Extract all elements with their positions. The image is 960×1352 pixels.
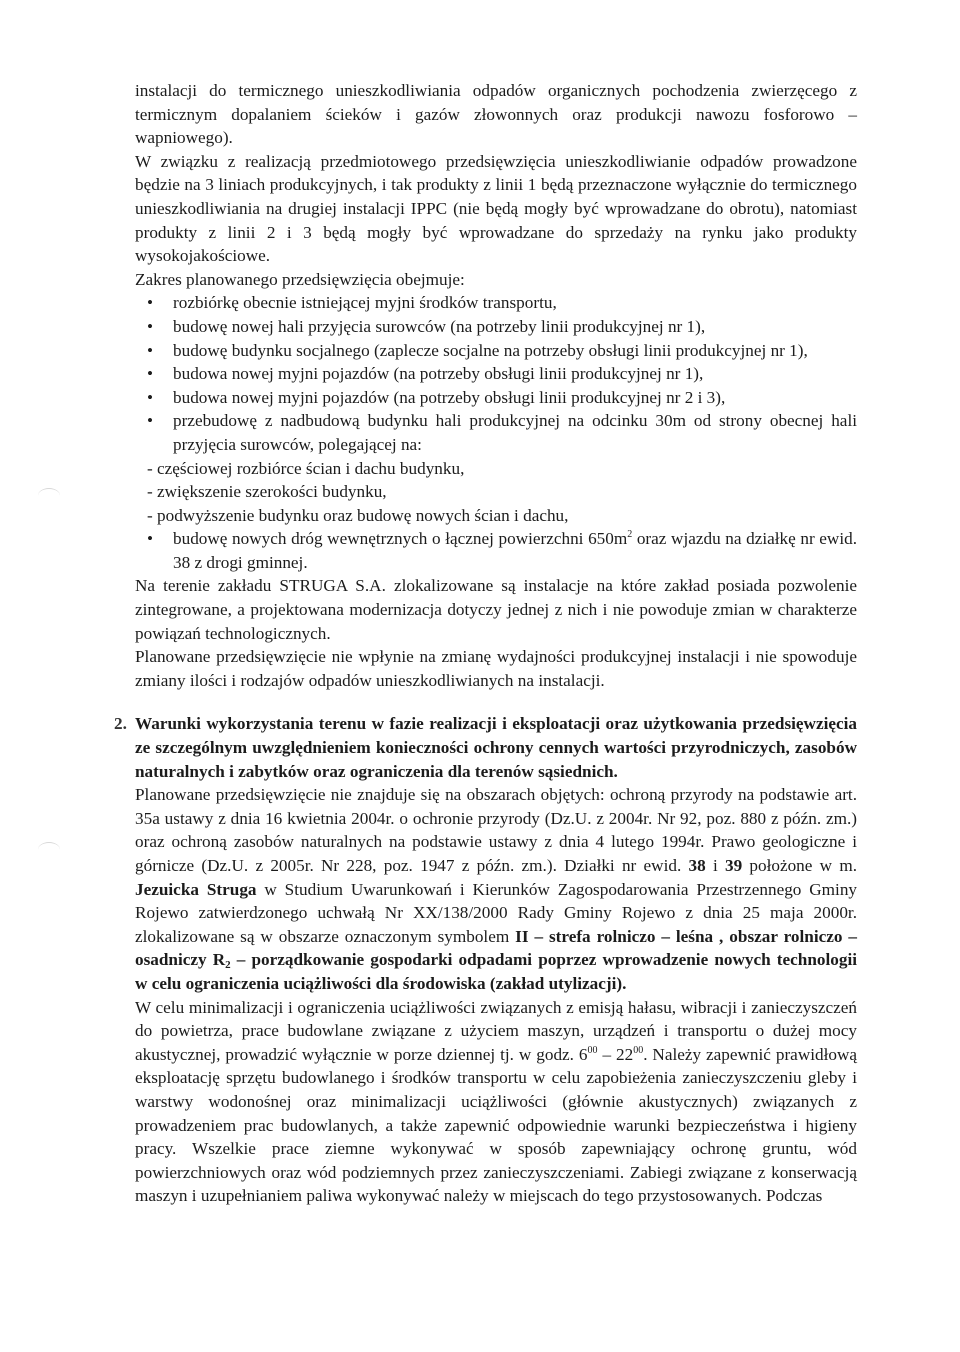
bold-text: 38 xyxy=(688,856,706,875)
list-item xyxy=(135,527,857,574)
text-run: – 22 xyxy=(597,1044,634,1064)
bold-text: II – strefa rolniczo – leśna , obszar rolniczo – osadniczy R xyxy=(135,926,857,970)
intro-paragraph: W związku z realizacją przedmiotowego przedsięwzięcia unieszkodliwianie odpadów prowadzone będzie na 3 liniach produkcyjnych, i tak produkty z linii 1 będą przeznaczone wyłącznie do termicznego unieszkodliwiania na drugiej instalacji IPPC (nie będą mogły być wprowadzane do obrotu), natomiast produkty z linii 2 i 3 będą mogły być wprowadzane do sprzedaży na rynku jako produkty wysokojakościowe. xyxy=(135,151,857,266)
bold-text: 39 xyxy=(724,856,743,875)
scan-hole-mark xyxy=(38,842,60,857)
body-paragraph xyxy=(135,996,857,1208)
section-number: 2. xyxy=(114,714,127,734)
scope-list-continued xyxy=(135,527,857,574)
scope-list xyxy=(135,291,857,456)
list-item: • rozbiórkę obecnie istniejącej myjni środków transportu, xyxy=(135,291,857,315)
body-paragraph xyxy=(135,783,857,995)
sub-list-item: - podwyższenie budynku oraz budowę nowych ścian i dachu, xyxy=(147,505,569,525)
bold-text: – porządkowanie gospodarki odpadami poprzez wprowadzenie nowych technologii w celu ograniczenia uciążliwości dla środowiska (zakład utylizacji). xyxy=(135,950,857,993)
section-title: Warunki wykorzystania terenu w fazie realizacji i eksploatacji oraz użytkowania przedsięwzięcia ze szczególnym uwzględnieniem konieczności ochrony cennych wartości przyrodniczych, zasobów naturalnych i zabytków oraz ograniczenia dla terenów sąsiednich. xyxy=(135,714,857,781)
list-item: • budowa nowej myjni pojazdów (na potrzeby obsługi linii produkcyjnej nr 1), xyxy=(135,362,857,386)
list-item: • budowa nowej myjni pojazdów (na potrzeby obsługi linii produkcyjnej nr 2 i 3), xyxy=(135,386,857,410)
list-item: • budowę budynku socjalnego (zaplecze socjalne na potrzeby obsługi linii produkcyjnej nr 1), xyxy=(135,339,857,363)
superscript: 00 xyxy=(587,1044,598,1056)
list-item: • przebudowę z nadbudową budynku hali produkcyjnej na odcinku 30m od strony obecnej hali przyjęcia surowców, polegającej na: xyxy=(135,409,857,456)
intro-paragraph: instalacji do termicznego unieszkodliwiania odpadów organicznych pochodzenia zwierzęcego z termicznym dopalaniem ścieków i gazów złowonnych oraz produkcji nawozu fosforowo – wapniowego). xyxy=(135,81,857,148)
text-run: i xyxy=(705,856,725,875)
superscript: 2 xyxy=(627,529,633,541)
list-item: • budowę nowej hali przyjęcia surowców (na potrzeby linii produkcyjnej nr 1), xyxy=(135,315,857,339)
section-2 xyxy=(114,712,858,1207)
text-run: W celu minimalizacji i ograniczenia uciążliwości związanych z emisją hałasu, wibracji i zanieczyszczeń do powietrza, prace budowlane związane z użyciem maszyn, urządzeń i transportu o dużej mocy akustycznej, prowadzić wyłącznie w porze dziennej tj. w godz. 6 xyxy=(135,997,857,1064)
scan-hole-mark xyxy=(38,488,60,503)
roads-text: budowę nowych dróg wewnętrznych o łącznej powierzchni 650m xyxy=(173,529,628,549)
roads-text: oraz wjazdu na działkę nr ewid. 38 z drogi gminnej. xyxy=(173,529,857,572)
subscript: 2 xyxy=(225,959,231,972)
text-run: w Studium Uwarunkowań i Kierunków Zagospodarowania Przestrzennego Gminy Rojewo zatwierdzonego uchwałą Nr XX/138/2000 Rady Gminy Rojewo z dnia 25 maja 2000r. zlokalizowane są w obszarze oznaczonym symbolem xyxy=(135,879,858,946)
scope-heading: Zakres planowanego przedsięwzięcia obejmuje: xyxy=(135,269,465,289)
sub-list-item: - częściowej rozbiórce ścian i dachu budynku, xyxy=(147,458,465,478)
document-body xyxy=(114,79,858,1208)
text-run: . Należy zapewnić prawidłową eksploatację sprzętu budowlanego i środków transportu w celu zapobieżenia zanieczyszczeniu gleby i warstwy wodonośnej oraz minimalizacji uciążliwości (głównie akustycznych) związanych z prowadzeniem prac budowlanych, a także zapewnić odpowiednie warunki bezpieczeństwa i higieny pracy. Wszelkie prace ziemne wykonywać w sposób zapewniający ochronę gruntu, wód powierzchniowych oraz wód podziemnych przez zanieczyszczeniami. Zabiegi związane z konserwacją maszyn i uzupełnianiem paliwa wykonywać należy w miejscach do tego przystosowanych. Podczas xyxy=(135,1044,858,1206)
body-paragraph: Na terenie zakładu STRUGA S.A. zlokalizowane są instalacje na które zakład posiada pozwolenie zintegrowane, a projektowana modernizacja dotyczy jednej z nich i nie powoduje zmian w charakterze powiązań technologicznych. xyxy=(135,576,857,643)
sub-list-item: - zwiększenie szerokości budynku, xyxy=(147,482,387,502)
text-run: Planowane przedsięwzięcie nie znajduje się na obszarach objętych: ochroną przyrody na podstawie art. 35a ustawy z dnia 16 kwietnia 2004r. o ochronie przyrody (Dz.U. z 2004r. Nr 92, poz. 880 z późn. zm.) oraz ochroną zasobów naturalnych na podstawie ustawy z dnia 4 lutego 1994r. Prawo geologiczne i górnicze (Dz.U. z 2005r. Nr 228, poz. 1947 z późn. zm.). Działki nr ewid. xyxy=(135,785,857,875)
superscript: 00 xyxy=(633,1044,644,1056)
bold-text: Jezuicka Struga xyxy=(135,879,257,899)
body-paragraph: Planowane przedsięwzięcie nie wpłynie na zmianę wydajności produkcyjnej instalacji i nie spowoduje zmiany ilości i rodzajów odpadów unieszkodliwianych na instalacji. xyxy=(135,647,857,690)
text-run: położone w m. xyxy=(742,856,857,875)
